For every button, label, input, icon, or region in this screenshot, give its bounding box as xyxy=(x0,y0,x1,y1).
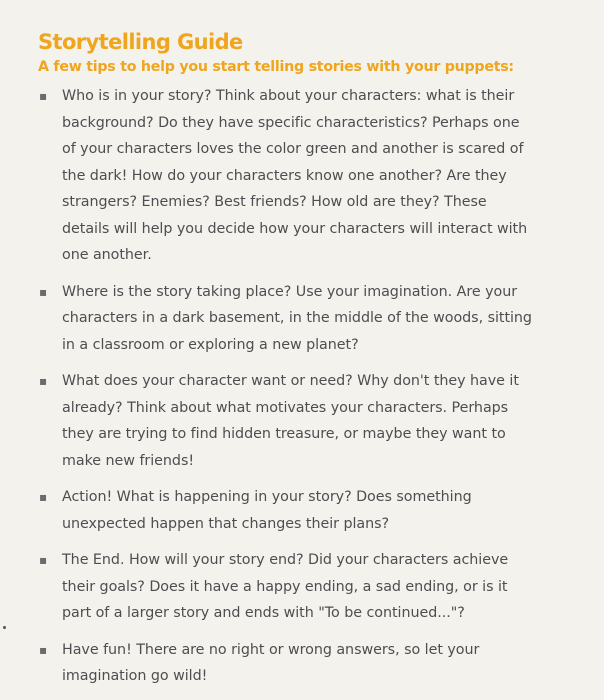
list-item xyxy=(38,637,532,690)
tip-text-end: The End. How will your story end? Did your characters achieve their goals? Does it have a happy ending, a sad ending, or is it part of a larger story and ends with "To be continued..."? xyxy=(62,552,509,621)
list-item xyxy=(38,368,532,474)
bullet-icon: ▪ xyxy=(39,284,48,299)
tip-text-want: What does your character want or need? Why don't they have it already? Think about what motivates your characters. Perhaps they are trying to find hidden treasure, or maybe they want to make new friends! xyxy=(62,373,519,469)
list-item xyxy=(38,83,532,269)
tip-text-who: Who is in your story? Think about your characters: what is their background? Do they have specific characteristics? Perhaps one of your characters loves the color green and another is scared of the dark! How do your characters know one another? Are they strangers? Enemies? Best friends? How old are they? These details will help you decide how your characters will interact with one another. xyxy=(62,88,528,263)
list-item xyxy=(38,547,532,627)
tip-text-where: Where is the story taking place? Use your imagination. Are your characters in a dark basement, in the middle of the woods, sitting in a classroom or exploring a new planet? xyxy=(62,283,532,353)
tip-text-action: Action! What is happening in your story? Does something unexpected happen that changes their plans? xyxy=(62,489,472,532)
page-subtitle: A few tips to help you start telling stories with your puppets: xyxy=(38,59,514,75)
bullet-icon: ▪ xyxy=(39,553,48,567)
bullet-icon: ▪ xyxy=(39,642,48,657)
list-item xyxy=(38,279,532,359)
tips-list xyxy=(38,83,604,690)
list-item xyxy=(38,484,532,537)
bullet-icon: ▪ xyxy=(39,89,48,103)
page-title: Storytelling Guide xyxy=(38,30,243,54)
bullet-icon: ▪ xyxy=(39,490,48,504)
scan-mark xyxy=(3,626,6,629)
bullet-icon: ▪ xyxy=(39,374,48,388)
tip-text-fun: Have fun! There are no right or wrong answers, so let your imagination go wild! xyxy=(62,641,480,684)
